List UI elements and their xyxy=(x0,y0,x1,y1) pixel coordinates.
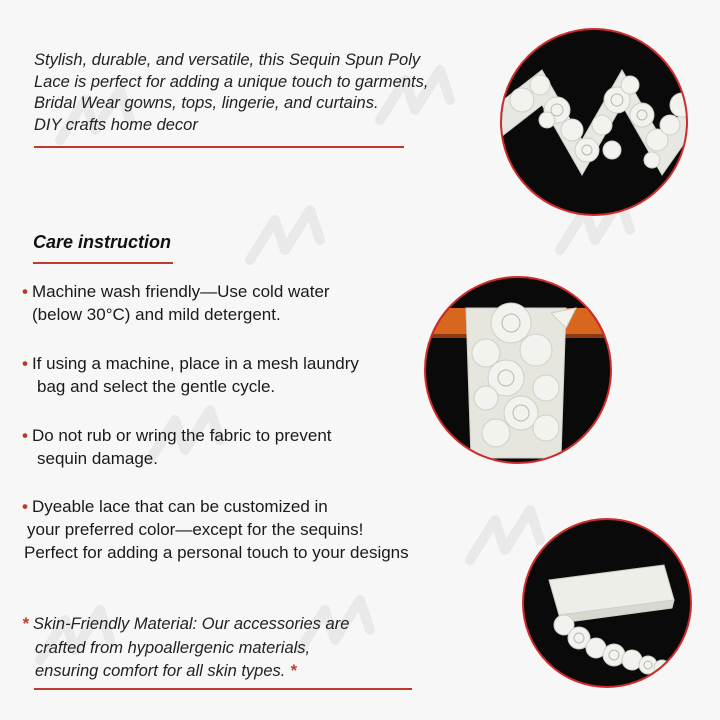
lace-zigzag-image xyxy=(500,28,688,216)
bullet-line: • If using a machine, place in a mesh laundry xyxy=(22,354,359,373)
asterisk-icon: * xyxy=(22,615,29,633)
bullet-line: (below 30°C) and mild detergent. xyxy=(32,305,281,324)
bullet-line: • Dyeable lace that can be customized in xyxy=(22,497,328,516)
lace-on-table-image xyxy=(424,276,612,464)
asterisk-icon: * xyxy=(289,662,297,680)
bullet-line: your preferred color—except for the sequins! xyxy=(27,520,364,539)
bullet-dot-icon: • xyxy=(22,426,28,445)
intro-line: Lace is perfect for adding a unique touch to garments, xyxy=(34,72,429,91)
skin-friendly-note xyxy=(22,613,349,684)
care-item-machine-wash xyxy=(22,280,330,326)
care-heading-underline xyxy=(33,262,173,264)
skin-note-underline xyxy=(34,688,412,690)
bullet-line: • Do not rub or wring the fabric to prevent xyxy=(22,426,332,445)
bullet-line: • Machine wash friendly—Use cold water xyxy=(22,282,330,301)
intro-line: DIY crafts home decor xyxy=(34,115,198,134)
care-item-dyeable xyxy=(22,495,409,564)
care-item-no-rub xyxy=(22,424,332,470)
bullet-line: sequin damage. xyxy=(37,449,158,468)
intro-line: Stylish, durable, and versatile, this Sequin Spun Poly xyxy=(34,51,421,69)
care-instruction-heading: Care instruction xyxy=(33,232,172,252)
bullet-line: bag and select the gentle cycle. xyxy=(37,377,276,396)
intro-line: Bridal Wear gowns, tops, lingerie, and curtains. xyxy=(34,94,379,112)
skin-note-line: crafted from hypoallergenic materials, xyxy=(35,638,311,657)
bullet-dot-icon: • xyxy=(22,354,28,373)
skin-note-line: * Skin-Friendly Material: Our accessories are xyxy=(22,615,350,633)
bullet-dot-icon: • xyxy=(22,497,28,516)
intro-underline xyxy=(34,146,404,148)
care-item-mesh-bag xyxy=(22,352,359,398)
intro-paragraph xyxy=(34,50,434,136)
bullet-dot-icon: • xyxy=(22,282,28,301)
skin-note-line: ensuring comfort for all skin types. * xyxy=(35,662,297,680)
lace-roll-image xyxy=(522,518,692,688)
bullet-line: Perfect for adding a personal touch to your designs xyxy=(24,543,409,562)
